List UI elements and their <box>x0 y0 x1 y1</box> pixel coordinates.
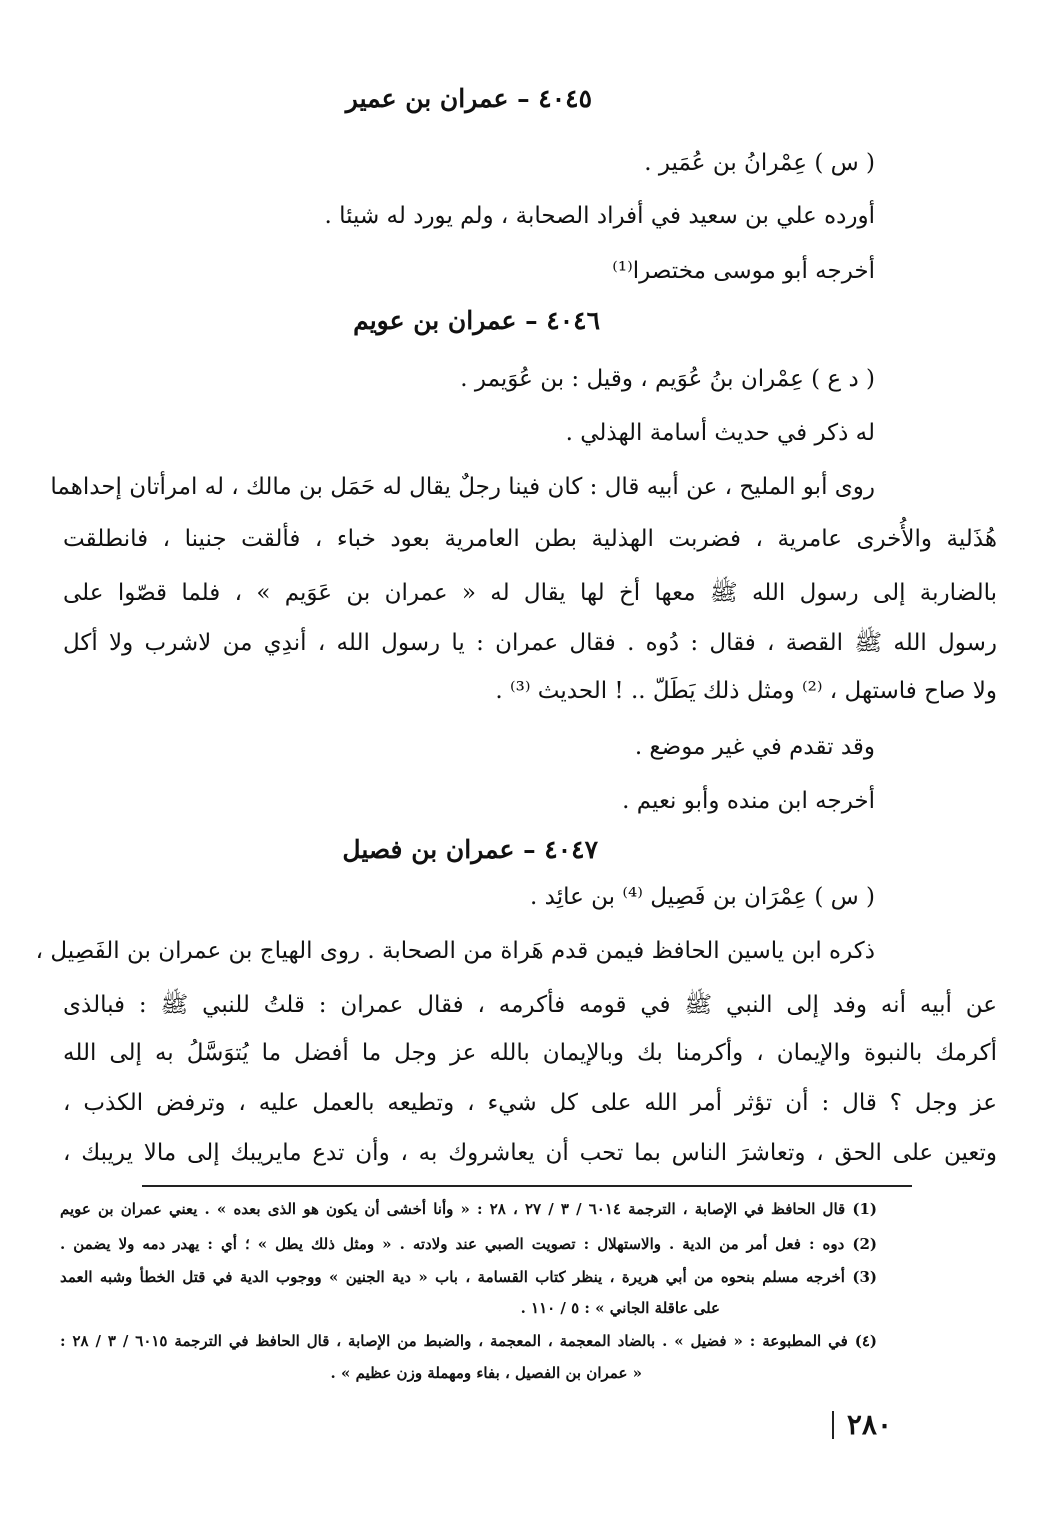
paragraph-line: رسول الله ﷺ القصة ، فقال : دُوه . فقال عمران : يا رسول الله ، أندِي من لاشرب ولا أكل <box>63 630 997 656</box>
footnote-line: (٤) في المطبوعة : « فضيل » . بالضاد المعجمة ، المعجمة ، والضبط من الإصابة ، قال الحافظ في الترجمة ٦٠١٥ / ٣ / ٢٨ : <box>60 1332 877 1350</box>
entry-line: ( س ) عِمْرانُ بن عُمَير . <box>644 150 875 176</box>
footnote-line: « عمران بن الفصيل ، بفاء ومهملة وزن عظيم » . <box>330 1364 642 1382</box>
entry-line: أخرجه أبو موسى مختصرا⁽¹⁾ <box>612 258 875 284</box>
footnote-line: (2) دوه : فعل أمر من الدية . والاستهلال : تصويت الصبي عند ولادته . « ومثل ذلك يطل » ؛ أي : يهدر دمه ولا يضمن . <box>60 1235 877 1253</box>
footnote-line: على عاقلة الجاني » : ٥ / ١١٠ . <box>520 1299 720 1317</box>
entry-line: ( س ) عِمْرَان بن فَصِيل ⁽⁴⁾ بن عائِد . <box>530 884 875 910</box>
paragraph-line: أكرمك بالنبوة والإيمان ، وأكرمنا بك وبالإيمان بالله عز وجل ما أفضل ما يُتوَسَّلُ به إلى الله <box>63 1040 997 1066</box>
paragraph-line: ذكره ابن ياسين الحافظ فيمن قدم هَراة من الصحابة . روى الهياج بن عمران بن الفَصِيل ، <box>35 938 875 964</box>
entry-heading: ٤٠٤٧ – عمران بن فصيل <box>342 835 598 864</box>
page-number-mark <box>832 1411 834 1439</box>
entry-line: أخرجه ابن منده وأبو نعيم . <box>622 788 875 814</box>
footnote-divider <box>142 1185 912 1187</box>
paragraph-line: بالضاربة إلى رسول الله ﷺ معها أخ لها يقال له « عمران بن عَوَيم » ، فلما قصّوا على <box>63 580 997 606</box>
entry-line: ( د ع ) عِمْران بنُ عُوَيم ، وقيل : بن عُوَيمر . <box>460 366 875 392</box>
entry-line: أورده علي بن سعيد في أفراد الصحابة ، ولم يورد له شيئا . <box>324 203 875 229</box>
page-number: ٢٨٠ <box>846 1408 892 1441</box>
paragraph-line: هُذَلية والأُخرى عامرية ، فضربت الهذلية بطن العامرية بعود خباء ، فألقت جنينا ، فانطلقت <box>63 526 997 552</box>
paragraph-line: ولا صاح فاستهل ، ⁽²⁾ ومثل ذلك يَطَلّ .. ! الحديث ⁽³⁾ . <box>495 678 997 704</box>
paragraph-line: روى أبو المليح ، عن أبيه قال : كان فينا رجلٌ يقال له حَمَل بن مالك ، له امرأتان إحداهما <box>50 474 875 500</box>
paragraph-line: وتعين على الحق ، وتعاشرَ الناس بما تحب أن يعاشروك به ، وأن تدع مايريبك إلى مالا يريبك ، <box>63 1140 997 1166</box>
footnote-line: (1) قال الحافظ في الإصابة ، الترجمة ٦٠١٤ / ٣ / ٢٧ ، ٢٨ : « وأنا أخشى أن يكون هو الذى بعده » . يعني عمران بن عويم <box>60 1200 877 1218</box>
footnote-line: (3) أخرجه مسلم بنحوه من أبي هريرة ، ينظر كتاب القسامة ، باب « دية الجنين » ووجوب الدية في قتل الخطأ وشبه العمد <box>60 1268 877 1286</box>
entry-heading: ٤٠٤٥ – عمران بن عمير <box>345 84 592 113</box>
paragraph-line: عز وجل ؟ قال : أن تؤثر أمر الله على كل شيء ، وتطيعه بالعمل عليه ، وترفض الكذب ، <box>63 1090 997 1116</box>
entry-line: وقد تقدم في غير موضع . <box>634 734 875 760</box>
entry-heading: ٤٠٤٦ – عمران بن عويم <box>353 306 600 335</box>
entry-line: له ذكر في حديث أسامة الهذلي . <box>565 420 875 446</box>
paragraph-line: عن أبيه أنه وفد إلى النبي ﷺ في قومه فأكرمه ، فقال عمران : قلتُ للنبي ﷺ : فبالذى <box>63 992 997 1018</box>
